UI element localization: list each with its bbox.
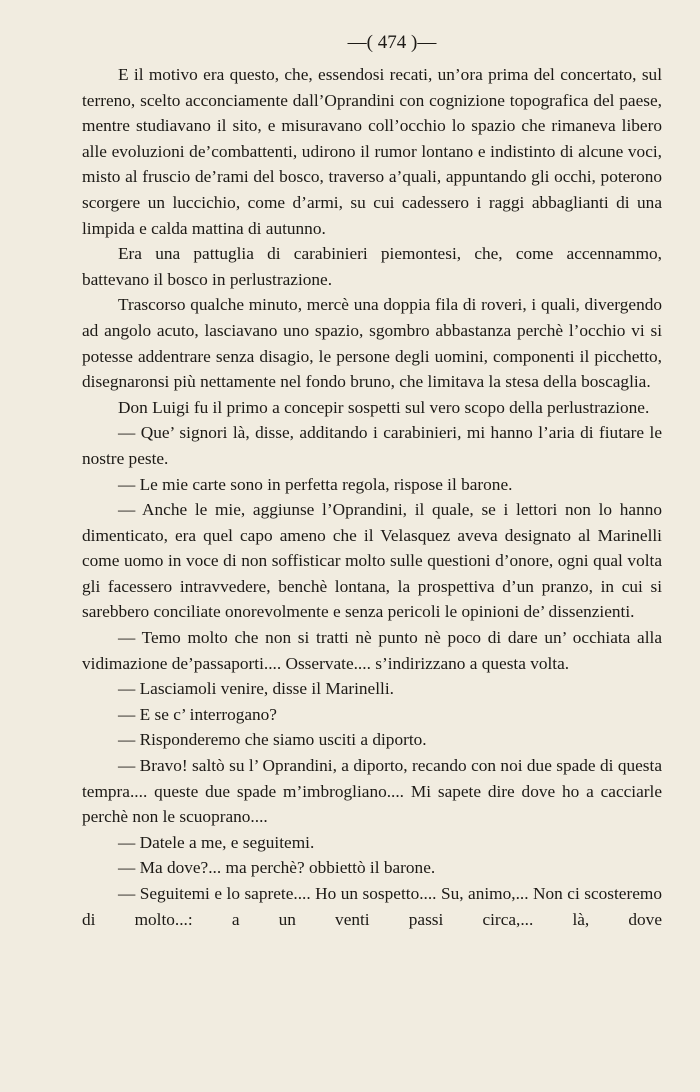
paragraph: — Datele a me, e seguitemi. — [118, 832, 315, 852]
paragraph: E il motivo era questo, che, essendosi recati, un’ora prima del concertato, sul terreno, scelto acconciamente dall’Oprandini con cognizione topografica del paese, mentre studiavano il sito, e misuravano coll’occhio lo spazio che rimaneva libero alle evoluzioni de’combattenti, udirono il rumor lontano e indistinto di alcune voci, misto al fruscio de’rami del bosco, traverso a’quali, appuntando gli occhi, poterono scorgere un luccichio, come d’armi, su cui cadessero i raggi abbaglianti di una limpida e calda mattina di autunno. — [82, 65, 662, 238]
paragraph: — Anche le mie, aggiunse l’Oprandini, il quale, se i lettori non lo hanno dimenticato, era quel capo ameno che il Velasquez aveva designato al Marinelli come uomo in voce di non soffisticar molto sulle questioni d’onore, ogni qual volta gli facessero intravvedere, benchè lontana, la prospettiva d’un pranzo, in cui si sarebbero conciliate onorevolmente e senza pericoli le opinioni de’ dissenzienti. — [82, 500, 662, 622]
paragraph: — Risponderemo che siamo usciti a diporto. — [118, 730, 427, 750]
paragraph: Don Luigi fu il primo a concepir sospetti sul vero scopo della perlustrazione. — [118, 397, 650, 417]
page-number: —( 474 )— — [347, 32, 437, 53]
paragraph: — Bravo! saltò su l’ Oprandini, a diporto, recando con noi due spade di questa tempra.... queste due spade m’imbrogliano.... Mi sapete dire dove ho a cacciarle perchè non le scuoprano.... — [82, 756, 662, 827]
paragraph: Trascorso qualche minuto, mercè una doppia fila di roveri, i quali, divergendo ad angolo acuto, lasciavano uno spazio, sgombro abbastanza perchè l’occhio vi si potesse addentrare senza disagio, le persone degli uomini, componenti il picchetto, disegnaronsi più nettamente nel fondo bruno, che limitava la stesa della boscaglia. — [82, 295, 662, 392]
paragraph: Era una pattuglia di carabinieri piemontesi, che, come accennammo, battevano il bosco in perlustrazione. — [82, 244, 662, 289]
paragraph: — Le mie carte sono in perfetta regola, rispose il barone. — [118, 474, 513, 494]
paragraph: — Que’ signori là, disse, additando i carabinieri, mi hanno l’aria di fiutare le nostre peste. — [82, 423, 662, 468]
paragraph: — E se c’ interrogano? — [118, 704, 277, 724]
paragraph: — Seguitemi e lo saprete.... Ho un sospetto.... Su, animo,... Non ci scosteremo di molto...: a un venti passi circa,... là, dove — [82, 884, 662, 929]
paragraph: — Ma dove?... ma perchè? obbiettò il barone. — [118, 858, 436, 878]
paragraph: — Temo molto che non si tratti nè punto nè poco di dare un’ occhiata alla vidimazione de’passaporti.... Osservate.... s’indirizzano a questa volta. — [82, 628, 662, 673]
paragraph: — Lasciamoli venire, disse il Marinelli. — [118, 679, 394, 699]
body-text — [82, 62, 662, 932]
